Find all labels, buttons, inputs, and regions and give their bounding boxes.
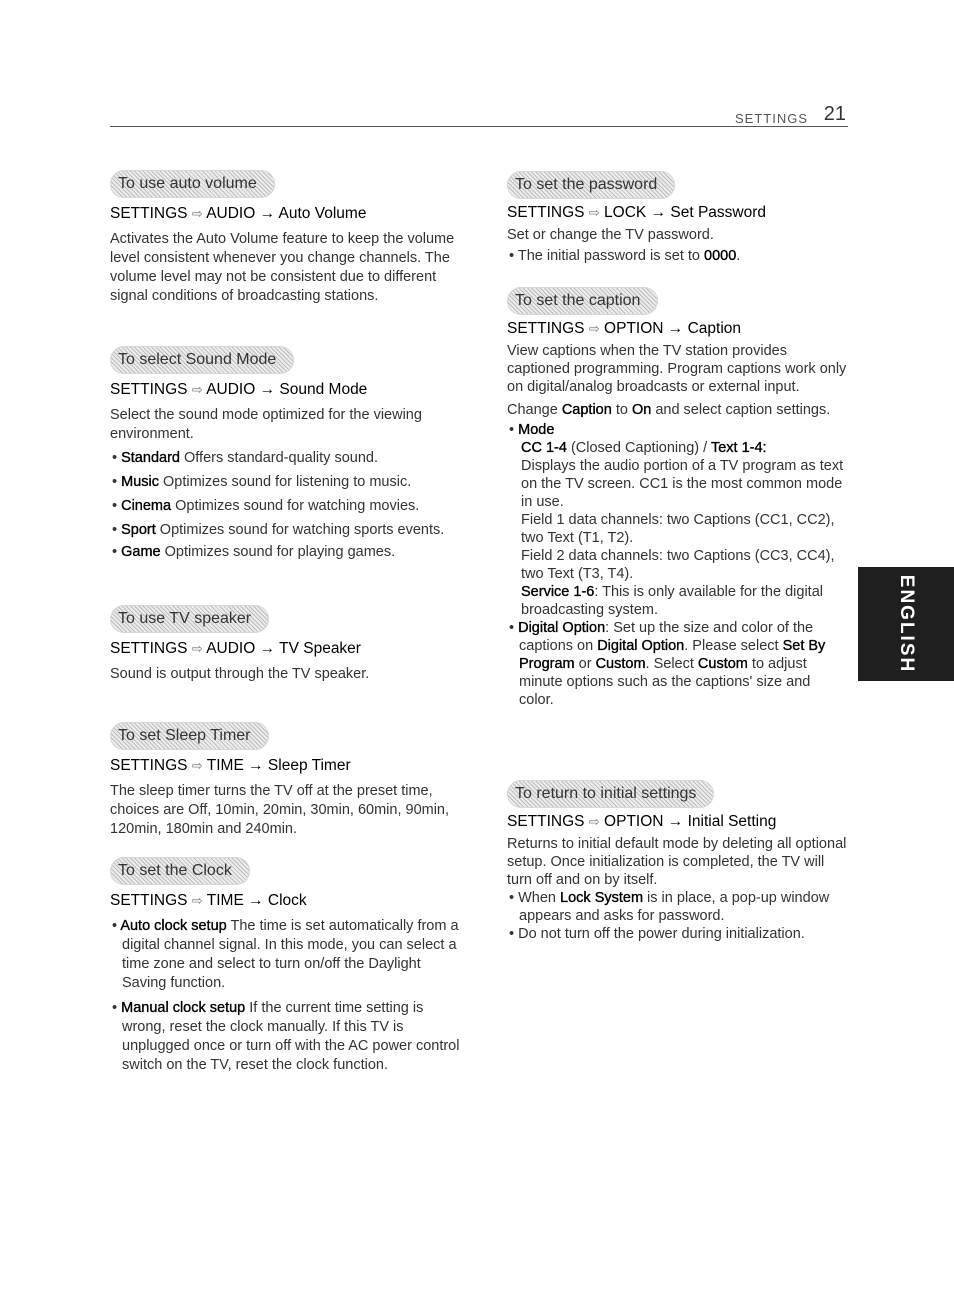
arrow-icon: →	[259, 205, 276, 222]
double-arrow-icon: ⇨	[588, 814, 600, 829]
path-item: SETTINGS	[507, 813, 585, 830]
list-item: • Cinema Optimizes sound for watching movies.	[112, 498, 420, 514]
path-item: SETTINGS	[110, 757, 188, 774]
description: Returns to initial default mode by deleting all optional setup. Once initialization is completed, the TV will turn off and on by itself. • When Lock System is in place, a pop-up window appears and asks for password. • Do not turn off the power during initialization.	[507, 836, 847, 942]
menu-path	[110, 381, 460, 399]
list-item: • Music Optimizes sound for listening to music.	[112, 474, 412, 490]
page-header	[110, 104, 848, 127]
section-title: To select Sound Mode	[110, 346, 294, 374]
path-item: Sleep Timer	[267, 757, 351, 774]
clock-list	[110, 917, 460, 1075]
section-clock	[110, 857, 460, 1075]
description: View captions when the TV station provides captioned programming. Program captions work only on digital/analog broadcasts or external input. Change Caption to On and select caption settings. • Mode CC 1-4 (Closed Captioning) / Text 1-4: Displays the audio portion of a TV program as text on the TV screen. CC1 is the most common mode in use. Field 1 data channels: two Captions (CC1, CC2), two Text (T1, T2). Field 2 data channels: two Captions (CC3, CC4), two Text (T3, T4). Service 1-6: This is only available for the digital broadcasting system. • Digital Option: Set up the size and color of the captions on Digital Option. Please select Set By Program or Custom. Select Custom to adjust minute options such as the captions' size and color.	[507, 343, 847, 708]
double-arrow-icon: ⇨	[588, 321, 600, 336]
description: Sound is output through the TV speaker.	[110, 666, 370, 682]
path-item: Sound Mode	[279, 381, 368, 398]
path-item: SETTINGS	[110, 205, 188, 222]
page-number: 21	[823, 103, 846, 125]
section-sleep-timer	[110, 722, 460, 839]
path-item: Clock	[267, 892, 307, 909]
path-item: TIME	[206, 757, 244, 774]
description: Set or change the TV password. • The initial password is set to 0000.	[507, 225, 847, 267]
double-arrow-icon: ⇨	[191, 382, 203, 397]
path-item: TIME	[206, 892, 244, 909]
double-arrow-icon: ⇨	[191, 893, 203, 908]
list-item: • Digital Option: Set up the size and color of the captions on Digital Option. Please select Set By Program or Custom. Select Custom to adjust minute options such as the captions' size and color.	[509, 620, 826, 708]
section-title: To set the Clock	[110, 857, 250, 885]
path-item: Set Password	[670, 204, 767, 221]
section-initial-settings	[507, 780, 847, 943]
list-item: • The initial password is set to 0000.	[509, 248, 741, 264]
list-item: • Auto clock setup The time is set automatically from a digital channel signal. In this mode, you can select a time zone and select to turn on/off the Daylight Saving function.	[112, 918, 459, 991]
path-item: AUDIO	[206, 381, 256, 398]
section-password	[507, 171, 847, 267]
path-item: SETTINGS	[110, 640, 188, 657]
path-item: Initial Setting	[687, 813, 777, 830]
menu-path	[110, 757, 460, 775]
arrow-icon: →	[248, 757, 264, 774]
language-tab-label: ENGLISH	[896, 574, 917, 674]
menu-path	[507, 204, 847, 222]
arrow-icon: →	[667, 813, 684, 830]
list-item: • When Lock System is in place, a pop-up window appears and asks for password.	[509, 890, 830, 924]
description: The sleep timer turns the TV off at the preset time, choices are Off, 10min, 20min, 30min, 60min, 90min, 120min, 180min and 240min.	[110, 783, 450, 837]
section-title: To set Sleep Timer	[110, 722, 269, 750]
description: Select the sound mode optimized for the viewing environment.	[110, 407, 422, 442]
section-caption	[507, 287, 847, 709]
arrow-icon: →	[259, 640, 276, 657]
list-item: • Standard Offers standard-quality sound.	[112, 450, 378, 466]
path-item: Auto Volume	[278, 205, 367, 222]
section-title: To set the password	[507, 171, 675, 199]
path-item: AUDIO	[206, 205, 256, 222]
section-sound-mode	[110, 346, 460, 564]
section-title: To set the caption	[507, 287, 658, 315]
header-section: SETTINGS	[734, 111, 808, 126]
double-arrow-icon: ⇨	[588, 205, 600, 220]
list-item: • Do not turn off the power during initialization.	[509, 926, 805, 942]
double-arrow-icon: ⇨	[191, 641, 203, 656]
path-item: OPTION	[604, 320, 664, 337]
list-item: • Sport Optimizes sound for watching sports events.	[112, 522, 445, 538]
arrow-icon: →	[650, 204, 667, 221]
mode-detail: CC 1-4 (Closed Captioning) / Text 1-4: Displays the audio portion of a TV program as text on the TV screen. CC1 is the most common mode in use. Field 1 data channels: two Captions (CC1, CC2), two Text (T1, T2). Field 2 data channels: two Captions (CC3, CC4), two Text (T3, T4). Service 1-6: This is only available for the digital broadcasting system.	[521, 440, 844, 618]
path-item: SETTINGS	[110, 892, 188, 909]
arrow-icon: →	[248, 892, 264, 909]
section-auto-volume	[110, 170, 460, 306]
path-item: Caption	[687, 320, 742, 337]
double-arrow-icon: ⇨	[191, 758, 203, 773]
path-item: AUDIO	[206, 640, 256, 657]
section-title: To use auto volume	[110, 170, 275, 198]
menu-path	[110, 205, 460, 223]
language-tab	[858, 567, 954, 681]
section-title: To return to initial settings	[507, 780, 714, 808]
arrow-icon: →	[259, 381, 276, 398]
section-title: To use TV speaker	[110, 605, 269, 633]
arrow-icon: →	[667, 320, 684, 337]
section-tv-speaker	[110, 605, 460, 684]
menu-path	[110, 640, 460, 658]
path-item: SETTINGS	[110, 381, 188, 398]
path-item: SETTINGS	[507, 204, 585, 221]
path-item: LOCK	[604, 204, 647, 221]
list-item: • Manual clock setup If the current time setting is wrong, reset the clock manually. If this TV is unplugged once or turn off with the AC power control switch on the TV, reset the clock function.	[112, 1000, 460, 1073]
sound-mode-list	[110, 446, 460, 564]
path-item: SETTINGS	[507, 320, 585, 337]
path-item: TV Speaker	[279, 640, 361, 657]
double-arrow-icon: ⇨	[191, 206, 203, 221]
menu-path	[507, 813, 847, 831]
menu-path	[110, 892, 460, 910]
path-item: OPTION	[604, 813, 664, 830]
description: Activates the Auto Volume feature to keep the volume level consistent whenever you change channels. The volume level may not be consistent due to different signal conditions of broadcasting stations.	[110, 231, 455, 304]
list-item: • Mode	[509, 422, 555, 438]
list-item: • Game Optimizes sound for playing games.	[112, 544, 396, 560]
caption-change-text: Change Caption to On and select caption settings.	[507, 402, 831, 418]
menu-path	[507, 320, 847, 338]
